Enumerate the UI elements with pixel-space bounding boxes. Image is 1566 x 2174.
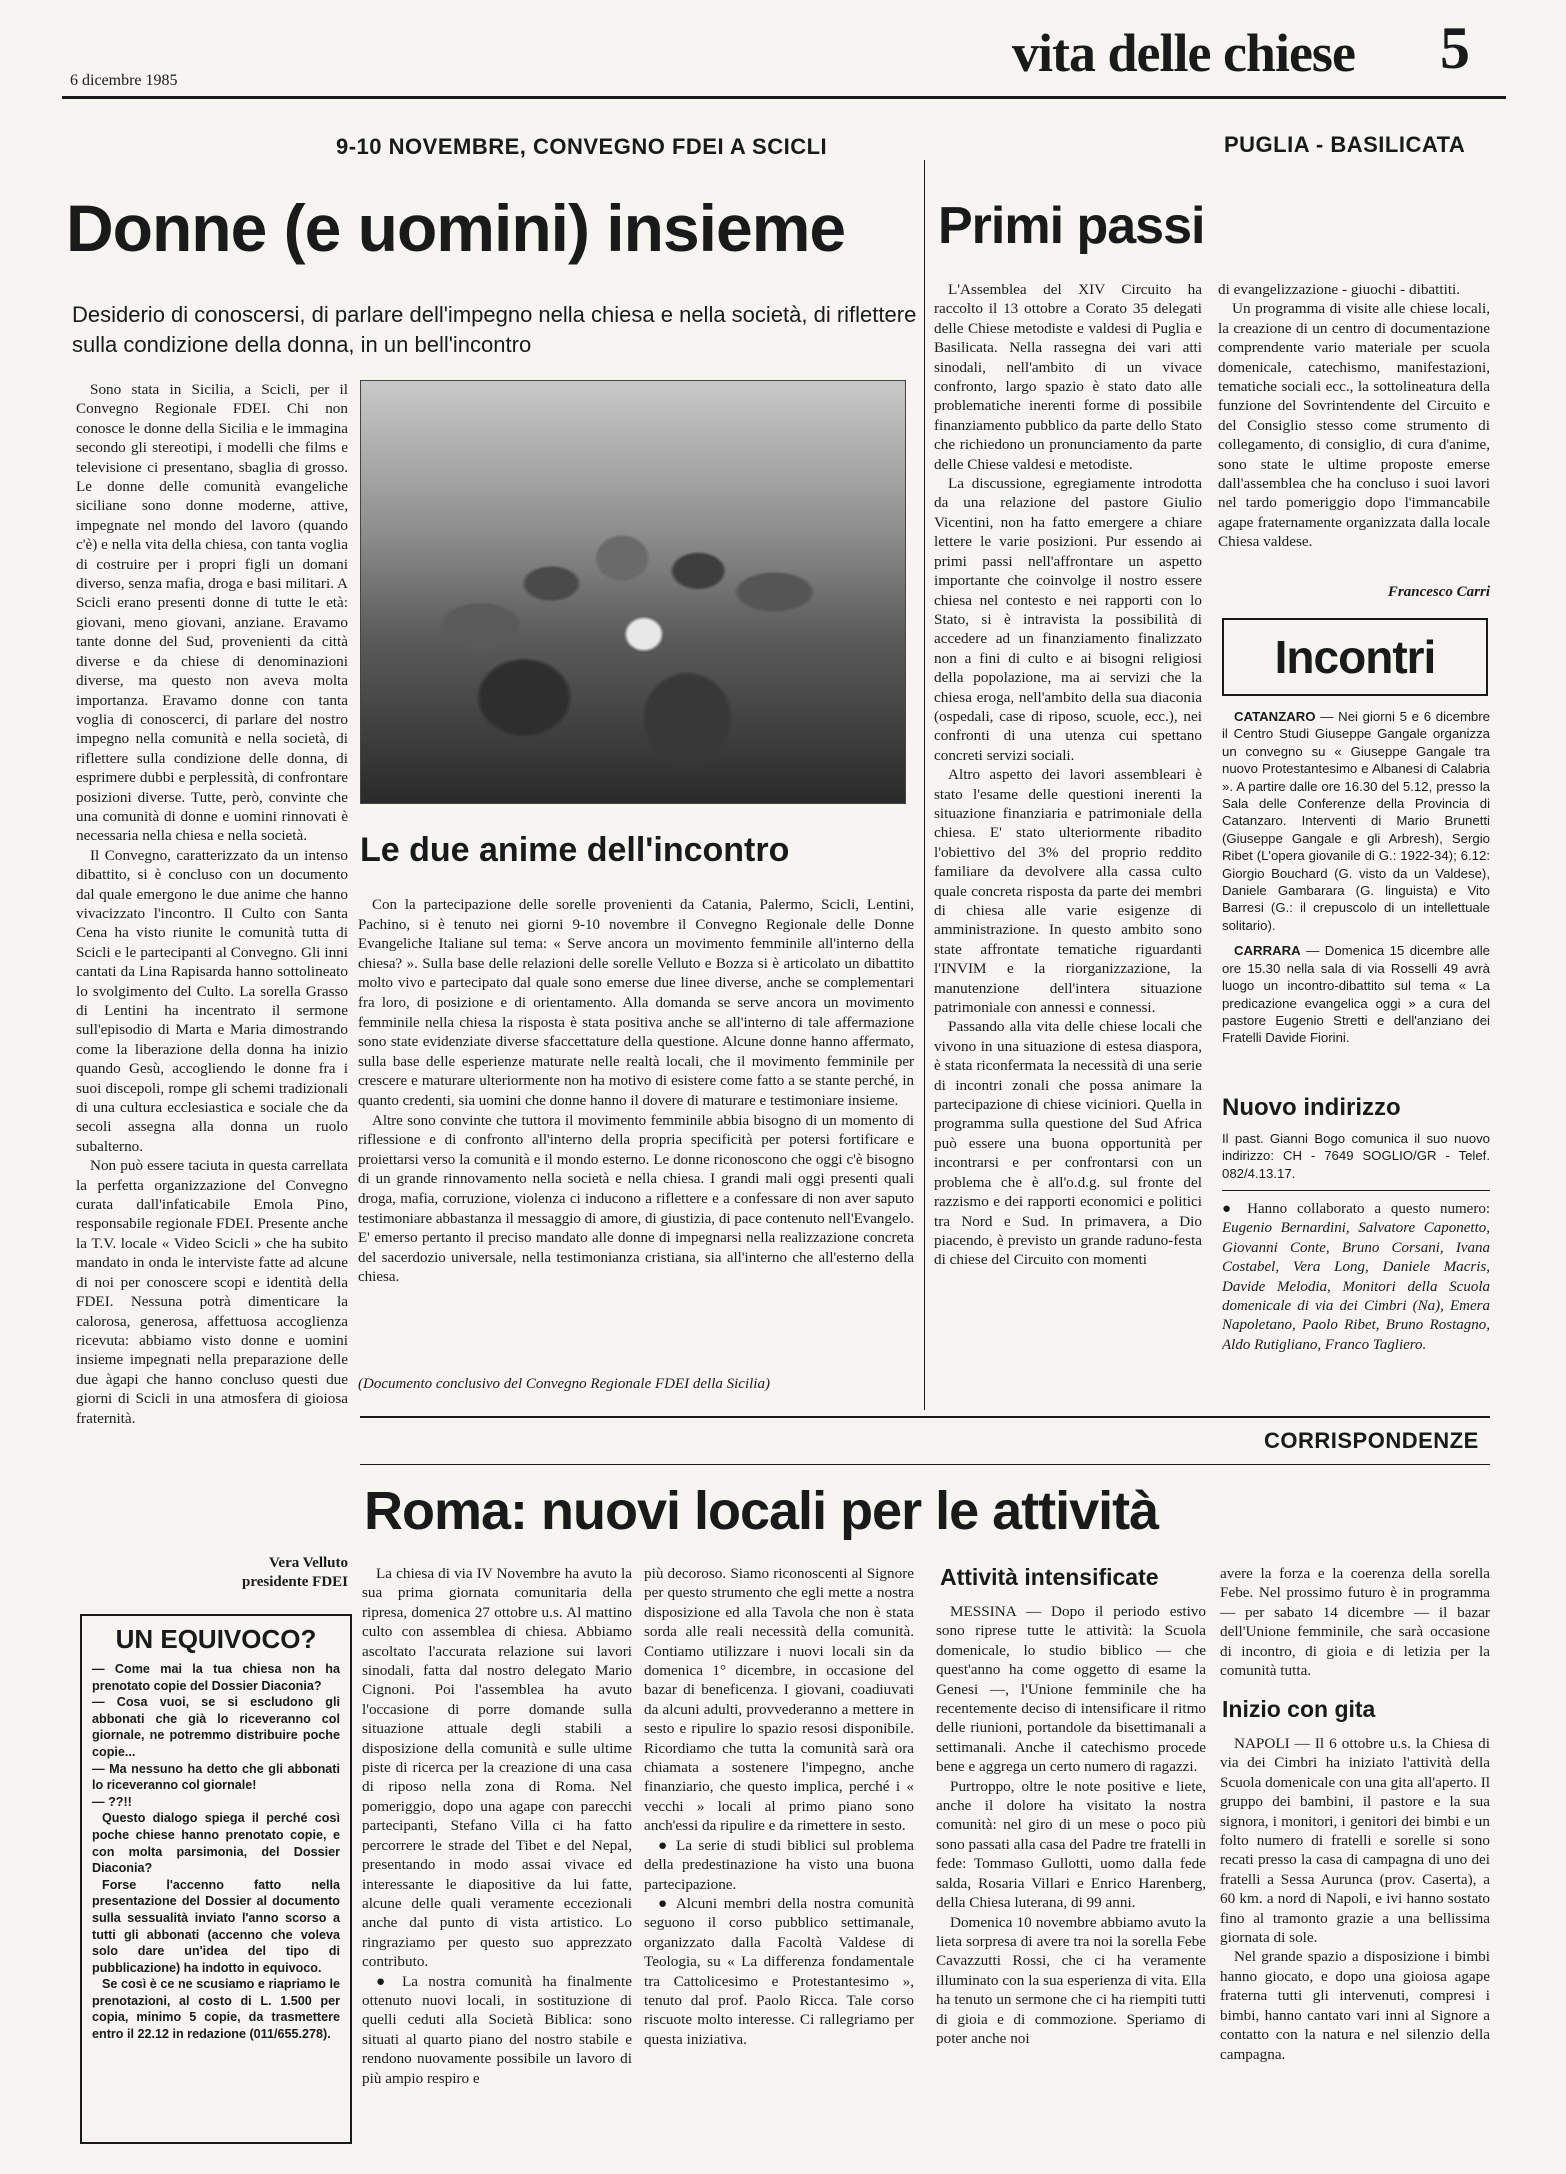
puglia-kicker: PUGLIA - BASILICATA (1224, 132, 1466, 157)
equivoco-paragraph: — Ma nessuno ha detto che gli abbonati lo riceveranno col giornale! (92, 1761, 340, 1793)
equivoco-paragraph: — Come mai la tua chiesa non ha prenotato copie del Dossier Diaconia? (92, 1662, 340, 1693)
incontri-list (1222, 708, 1490, 1088)
roma-headline: Roma: nuovi locali per le attività (364, 1481, 1159, 1541)
roma-paragraph: più decoroso. Siamo riconoscenti al Signore per questo strumento che egli mette a nostra disposizione ed alla Tavola che non è stata sorda alle reali necessità della comunità. Contiamo utilizzare i nuovi locali sin da domenica 1° dicembre, in occasione del bazar di beneficenza. I giovani, coadiuvati da alcuni adulti, provvederanno a mettere in sesto e ripulire lo spazio resosi disponibile. Ricordiamo che tutta la comunità sarà ora chiamata a sostenere l'impegno, anche finanziario, che questo implica, perché i « vecchi » locali al primo piano sono anch'essi da ripulire e da rimettere in sesto. (644, 1565, 914, 1835)
napoli-title: Inizio con gita (1222, 1696, 1376, 1722)
roma-paragraph: La chiesa di via IV Novembre ha avuto la sua prima giornata comunitaria della ripresa, domenica 27 ottobre u.s. Al mattino culto con assemblea di chiesa. Abbiamo ascoltato l'accurata relazione sui lavori sinodali, fatta dal nostro delegato Mario Cignoni. Poi l'assemblea ha avuto l'occasione di porre domande sulla situazione attuale degli stabili a disposizione della comunità e sulle ultime piste di ricerca per la creazione di una casa di riposo nella zona di Roma. Nel pomeriggio, dopo una agape con parecchi partecipanti, Stefano Villa ci ha fatto percorrere le strade del Tibet e del Nepal, presentando in modo assai vivace ed interessante le diapositive da lui fatte, alcune delle quali veramente eccezionali anche dal punto di vista artistico. Lo ringraziamo per questo suo apprezzato contributo. (362, 1565, 632, 1971)
messina-paragraph: MESSINA — Dopo il periodo estivo sono riprese tutte le attività: la Scuola domenicale, lo studio biblico — che quest'anno ha come oggetto di esame la Genesi —, l'Unione femminile che ha recentemente deciso di intensificare il ritmo delle riunioni, portandole da bisettimanali a settimanali. Anche il catechismo procede bene e aggrega un certo numero di ragazzi. (936, 1603, 1206, 1776)
fdei-signature (80, 1554, 348, 1592)
fdei-paragraph: Sono stata in Sicilia, a Scicli, per il Convegno Regionale FDEI. Chi non conosce le donne della Sicilia e le immagina secondo gli stereotipi, i modelli che films e televisione ci presentano, sbaglia di grosso. Le donne delle comunità evangeliche siciliane sono donne moderne, attive, impegnate nel mondo del lavoro (quando c'è) e nella vita della chiesa, con tanta voglia di costruire per i propri figli un domani diverso, senza mafia, droga e basi militari. A Scicli erano presenti donne di tutte le età: giovani, meno giovani, anziane. Eravamo tante donne del Sud, provenienti da città diverse e da chiese di denominazioni diverse, ma questo non aveva molta importanza. Eravamo donne con tanta voglia di conoscerci, di parlare del nostro impegno nella comunità e nella società, di riflettere sulla condizione delle donna, di esprimere dubbi e perplessità, di confrontare posizioni diverse. Tutte, però, convinte che una comunità di donne e uomini rinnovati è necessaria nella chiesa e nella società. (76, 381, 348, 845)
collaborators-names: Eugenio Bernardini, Salvatore Caponetto, Giovanni Conte, Bruno Corsani, Ivana Costabel, Vera Long, Daniele Macris, Davide Melodia, Monitori della Scuola domenicale di via dei Cimbri (Na), Emera Napoletano, Paolo Ribet, Bruno Rostagno, Aldo Rutigliano, Franco Tagliero. (1222, 1220, 1490, 1353)
incontri-item: CATANZARO — Nei giorni 5 e 6 dicembre il Centro Studi Giuseppe Gangale organizza un convegno su « Giuseppe Gangale tra nuovo Protestantesimo e Albanesi di Calabria ». A partire dalle ore 16.30 del 5.12, presso la Sala delle Conferenze della Provincia di Catanzaro. Interventi di Mario Brunetti (Giuseppe Gangale e gli Arbresh), Sergio Ribet (L'opera giovanile di G.: 1922-34); 6.12: Giorgio Bouchard (G. visto da un Valdese), Daniele Gambarara (G. linguista) e Vito Barresi (G.: il crepuscolo di un intellettuale solitario). (1222, 709, 1490, 933)
napoli-paragraph: NAPOLI — Il 6 ottobre u.s. la Chiesa di via dei Cimbri ha iniziato l'attività della Scuola domenicale con una gita all'aperto. Il gruppo dei bambini, il pastore e la sua signora, i monitori, i genitori dei bimbi e un folto numero di fratelli e sorelle si sono recati presso la casa di campagna di uno dei fratelli a Sessa Aurunca (prov. Caserta), a 60 km. a nord di Napoli, e ivi hanno sostato fino al tramonto grazie a una bellissima giornata di sole. (1220, 1735, 1490, 1947)
incontri-city: CATANZARO (1234, 709, 1316, 724)
incontri-item: CARRARA — Domenica 15 dicembre alle ore 15.30 nella sala di via Rosselli 49 avrà luogo un incontro-dibattito sul tema « La predicazione evangelica oggi » a cura del pastore Eugenio Stretti e dell'anziano dei Fratelli Davide Fiorini. (1222, 943, 1490, 1046)
puglia-column-2 (1218, 280, 1490, 576)
equivoco-box (80, 1614, 352, 2144)
section-title: vita delle chiese (1012, 23, 1355, 83)
napoli-column (1220, 1734, 1490, 2154)
messina-title: Attività intensificate (940, 1564, 1159, 1590)
puglia-column-1 (934, 280, 1202, 1380)
puglia-headline: Primi passi (938, 197, 1205, 255)
messina-paragraph: Domenica 10 novembre abbiamo avuto la lieta sorpresa di avere tra noi la sorella Febe Cavazzutti Rossi, che ci ha veramente illuminato con la sua esperienza di vita. Ella ha tenuto un sermone che ci ha riempiti tutti di gioia e di commozione. Speriamo di poter anche noi (936, 1913, 1206, 2047)
messina-column (936, 1602, 1206, 2154)
fdei-kicker: 9-10 NOVEMBRE, CONVEGNO FDEI A SCICLI (336, 134, 828, 159)
fdei-document (358, 896, 914, 1366)
napoli-paragraph: Nel grande spazio a disposizione i bimbi hanno giocato, e dopo una gioiosa agape fraterna tutti gli intervenuti, compresi i bimbi, hanno cantato vari inni al Signore a contatto con la natura e nel silenzio della campagna. (1220, 1948, 1490, 2063)
roma-column-2 (644, 1564, 914, 2154)
group-photo (360, 380, 906, 804)
incontri-title: Incontri (1274, 631, 1436, 683)
equivoco-paragraph: — ??!! (92, 1794, 132, 1809)
fdei-paragraph: Non può essere taciuta in questa carrellata la perfetta organizzazione del Convegno curata dall'infaticabile Emola Pino, responsabile regionale FDEI. Presente anche la T.V. locale « Video Scicli » che ha subito mandato in onda le interviste fatte ad alcune di noi per conoscere scopi e identità della FDEI. Nessuna potrà dimenticare la calorosa, generosa, affettuosa accoglienza ricevuta: abbiamo visto donne e uomini insieme impegnati nella preparazione delle due àgapi che hanno concluso questi due giorni di Scicli in una atmosfera di gioiosa fraternità. (76, 1157, 348, 1427)
puglia-paragraph: La discussione, egregiamente introdotta da una relazione del pastore Giulio Vicentini, non ha fatto emergere a chiare lettere le varie posizioni. Pur essendo ai primi passi nell'affrontare un aspetto importante che coinvolge il nostro essere chiesa nel contesto e nei rapporti con lo Stato, si è intravista la possibilità di accedere ad un finanziamento finalizzato non a fini di culto e ai bisogni religiosi della popolazione, ma ai servizi che la chiesa eroga, nell'ambito della sua diaconia (ospedali, case di riposo, scuole, ecc.), nei confronti di una utenza cui spettano concreti servizi sociali. (934, 475, 1202, 764)
collaborators (1222, 1200, 1490, 1410)
fdei-paragraph: Il Convegno, caratterizzato da un intenso dibattito, si è concluso con un documento dal quale emergono le due anime che hanno vivacizzato l'incontro. Il Culto con Santa Cena ha visto riunite le comunità tutta di Scicli e le partecipanti al Convegno. Gli inni cantati da Lina Rapisarda hanno sottolineato lo svolgimento del Culto. La sorella Grasso di Lentini ha incentrato il sermone sull'episodio di Marta e Maria dimostrando come la liberazione della donna ha inizio quando Gesù, accogliendo le donne fra i suoi discepoli, rompe gli schemi tradizionali di una cultura ecclesiastica e sociale che da secoli assegna alla donna un ruolo subalterno. (76, 846, 348, 1155)
page-number: 5 (1440, 15, 1470, 81)
equivoco-text (92, 1661, 340, 2043)
masthead-rule (62, 96, 1506, 99)
puglia-paragraph: Altro aspetto dei lavori assembleari è stato l'esame delle questioni inerenti la situazione finanziaria e patrimoniale della chiesa. E' stato ulteriormente ribadito l'obiettivo del 3% del proprio reddito familiare da devolvere alla cassa culto quale concreta risposta da parte dei membri di chiesa alle varie esigenze di amministrazione. In questo ambito sono state affrontate tematiche riguardanti l'INVIM e la riorganizzazione, la manutenzione dell'intera situazione patrimoniale con annessi e connessi. (934, 766, 1202, 1017)
incontri-box (1222, 618, 1488, 696)
equivoco-paragraph: Forse l'accenno fatto nella presentazione del Dossier al documento sulla sessualità inviato l'anno scorso a tutti gli abbonati (accenno che voleva solo dare un'idea del tipo di pubblicazione) ha indotto in equivoco. (92, 1877, 340, 1975)
incontri-city: CARRARA (1234, 943, 1301, 959)
document-caption: (Documento conclusivo del Convegno Regionale FDEI della Sicilia) (358, 1376, 770, 1392)
roma-paragraph: ● Alcuni membri della nostra comunità seguono il corso pubblico settimanale, organizzato dalla Facoltà Valdese di Teologia, su « La differenza fondamentale tra Cattolicesimo e Protestantesimo », tenuto dal prof. Paolo Ricca. Tale corso riscuote molto interesse. Ci rallegriamo per questa iniziativa. (644, 1894, 914, 2048)
messina-paragraph: avere la forza e la coerenza della sorella Febe. Nel prossimo futuro è in programma — per sabato 14 dicembre — il bazar dell'Unione femminile, che sarà occasione di incontro, di gioia e di letizia per la comunità tutta. (1220, 1565, 1490, 1680)
divider (1222, 1190, 1490, 1191)
puglia-paragraph: Passando alla vita delle chiese locali che vivono in una situazione di estesa diaspora, è stata riconfermata la necessità di una serie di incontri zonali che possa animare la partecipazione di chiese viciniori. Quella in programma sulla questione del Sud Africa può essere una buona opportunità per incontrarsi e per confrontarsi con un problema che è all'o.d.g. sul fronte del razzismo e dei rapporti economici e politici tra Nord e Sud. In primavera, a Dio piacendo, è previsto un grande raduno-festa di chiese del Circuito con momenti (934, 1018, 1202, 1269)
signature-name: Vera Velluto (268, 1555, 348, 1571)
roma-column-1 (362, 1564, 632, 2154)
roma-paragraph: ● La nostra comunità ha finalmente ottenuto nuovi locali, in sostituzione di quelli ceduti alla Società Biblica: sono situati al quarto piano del nostro stabile e rendono nuovamente possibile un lavoro di più ampio respiro e (362, 1972, 632, 2087)
equivoco-paragraph: Se così è ce ne scusiamo e riapriamo le prenotazioni, al costo di L. 1.500 per copia, minimo 5 copie, da trasmettere entro il 22.12 in redazione (011/655.278). (92, 1977, 340, 2042)
puglia-paragraph: Un programma di visite alle chiese locali, la creazione di un centro di documentazione comprendente vario materiale per scuola domenicale, catechismo, manifestazioni, tematiche sociali ecc., la sottolineatura della funzione del Sovrintendente del Circuito e del Consiglio stesso come strumento di collegamento, di consiglio, di cura d'anime, sono state le ultime proposte emerse dall'assemblea che ha concluso i suoi lavori nel tardo pomeriggio dopo l'immancabile agape fraternamente organizzata dalla locale Chiesa valdese. (1218, 300, 1490, 551)
fdei-column-1 (76, 380, 348, 1550)
equivoco-paragraph: — Cosa vuoi, se si escludono gli abbonati che già lo riceveranno col giornale, ne potremmo distribuire poche copie... (92, 1695, 340, 1759)
fdei-headline: Donne (e uomini) insieme (66, 191, 846, 265)
puglia-paragraph: di evangelizzazione - giuochi - dibattiti. (1218, 281, 1461, 298)
section-rule (360, 1416, 1490, 1418)
equivoco-paragraph: Questo dialogo spiega il perché così poche chiese hanno prenotato copie, e con molta parsimonia, del Dossier Diaconia? (92, 1811, 340, 1876)
collaborators-lead: ● Hanno collaborato a questo numero: (1222, 1201, 1490, 1217)
nuovo-indirizzo-title: Nuovo indirizzo (1222, 1094, 1401, 1121)
messina-continued (1220, 1564, 1490, 1684)
equivoco-title: UN EQUIVOCO? (115, 1624, 317, 1654)
signature-role: presidente FDEI (242, 1574, 348, 1590)
section-rule (360, 1464, 1490, 1465)
nuovo-indirizzo-text: Il past. Gianni Bogo comunica il suo nuovo indirizzo: CH - 7649 SOGLIO/GR - Telef. 082/4.13.17. (1222, 1131, 1490, 1181)
roma-paragraph: ● La serie di studi biblici sul problema della predestinazione ha visto una buona partecipazione. (644, 1836, 914, 1893)
document-paragraph: Altre sono convinte che tuttora il movimento femminile abbia bisogno di un momento di riflessione e di confronto all'interno della propria specificità per potersi fortificare e proiettarsi verso la comunità e il mondo esterno. Le donne riconoscono che oggi c'è bisogno di un grande rinnovamento nella società e nella chiesa. I grandi mali oggi presenti quali droga, mafia, corruzione, violenza ci inducono a riflettere e a confessare di non aver saputo testimoniare abbastanza il messaggio di amore, di giustizia, di pace contenuto nell'Evangelo. E' emerso pertanto il preciso mandato alle donne di impegnarsi nella realizzazione concreta del sacerdozio universale, nella testimonianza cristiana, sia all'interno che all'esterno della chiesa. (358, 1112, 914, 1286)
issue-date: 6 dicembre 1985 (70, 72, 178, 89)
messina-paragraph: Purtroppo, oltre le note positive e liete, anche il dolore ha visitato la nostra comunità: nel giro di un mese o poco più sono passati alla casa del Padre tre fratelli in fede: Tommaso Gullotti, uomo dalla fede salda, Rosaria Villari e Enrico Harenberg, della Chiesa luterana, di 99 anni. (936, 1777, 1206, 1912)
puglia-author: Francesco Carri (1387, 584, 1490, 600)
fdei-sub-headline: Le due anime dell'incontro (360, 831, 790, 869)
puglia-paragraph: L'Assemblea del XIV Circuito ha raccolto il 13 ottobre a Corato 35 delegati delle Chiese metodiste e valdesi di Puglia e Basilicata. Nella rassegna dei vari atti sinodali, nell'ambito di un vivace confronto, largo spazio è stato dato alle problematiche inerenti forme di possibile finanziamento pubblico da parte dello Stato che richiedono un pronunciamento da parte delle Chiese valdesi e metodiste. (934, 281, 1202, 473)
column-divider (924, 160, 925, 1410)
fdei-standfirst: Desiderio di conoscersi, di parlare dell'impegno nella chiesa e nella società, di riflettere sulla condizione della donna, in un bell'incontro (72, 302, 917, 357)
corrispondenze-label: CORRISPONDENZE (1264, 1428, 1479, 1453)
document-paragraph: Con la partecipazione delle sorelle provenienti da Catania, Palermo, Scicli, Lentini, Pachino, si è tenuto nei giorni 9-10 novembre il Convegno Regionale delle Donne Evangeliche Italiane sul tema: « Serve ancora un movimento femminile all'interno della chiesa? ». Sulla base delle relazioni delle sorelle Velluto e Bozza si è articolato un dibattito molto vivo e partecipato dal quale sono emerse due linee diverse, anche se complementari fra loro, di posizione e di orientamento. Alla domanda se serve ancora un movimento femminile nella chiesa la risposta è stata positiva anche se all'interno di tale affermazione sono state evidenziate diverse sfaccettature della questione. Alcune donne hanno affermato, sulla base delle esperienze maturate nelle realtà locali, che il movimento femminile per crescere e maturare ulteriormente non ha motivo di esistere come fatto a se stante perché, in quanto credenti, sia uomini che donne hanno il dovere di maturare e testimoniare insieme. (358, 897, 914, 1109)
